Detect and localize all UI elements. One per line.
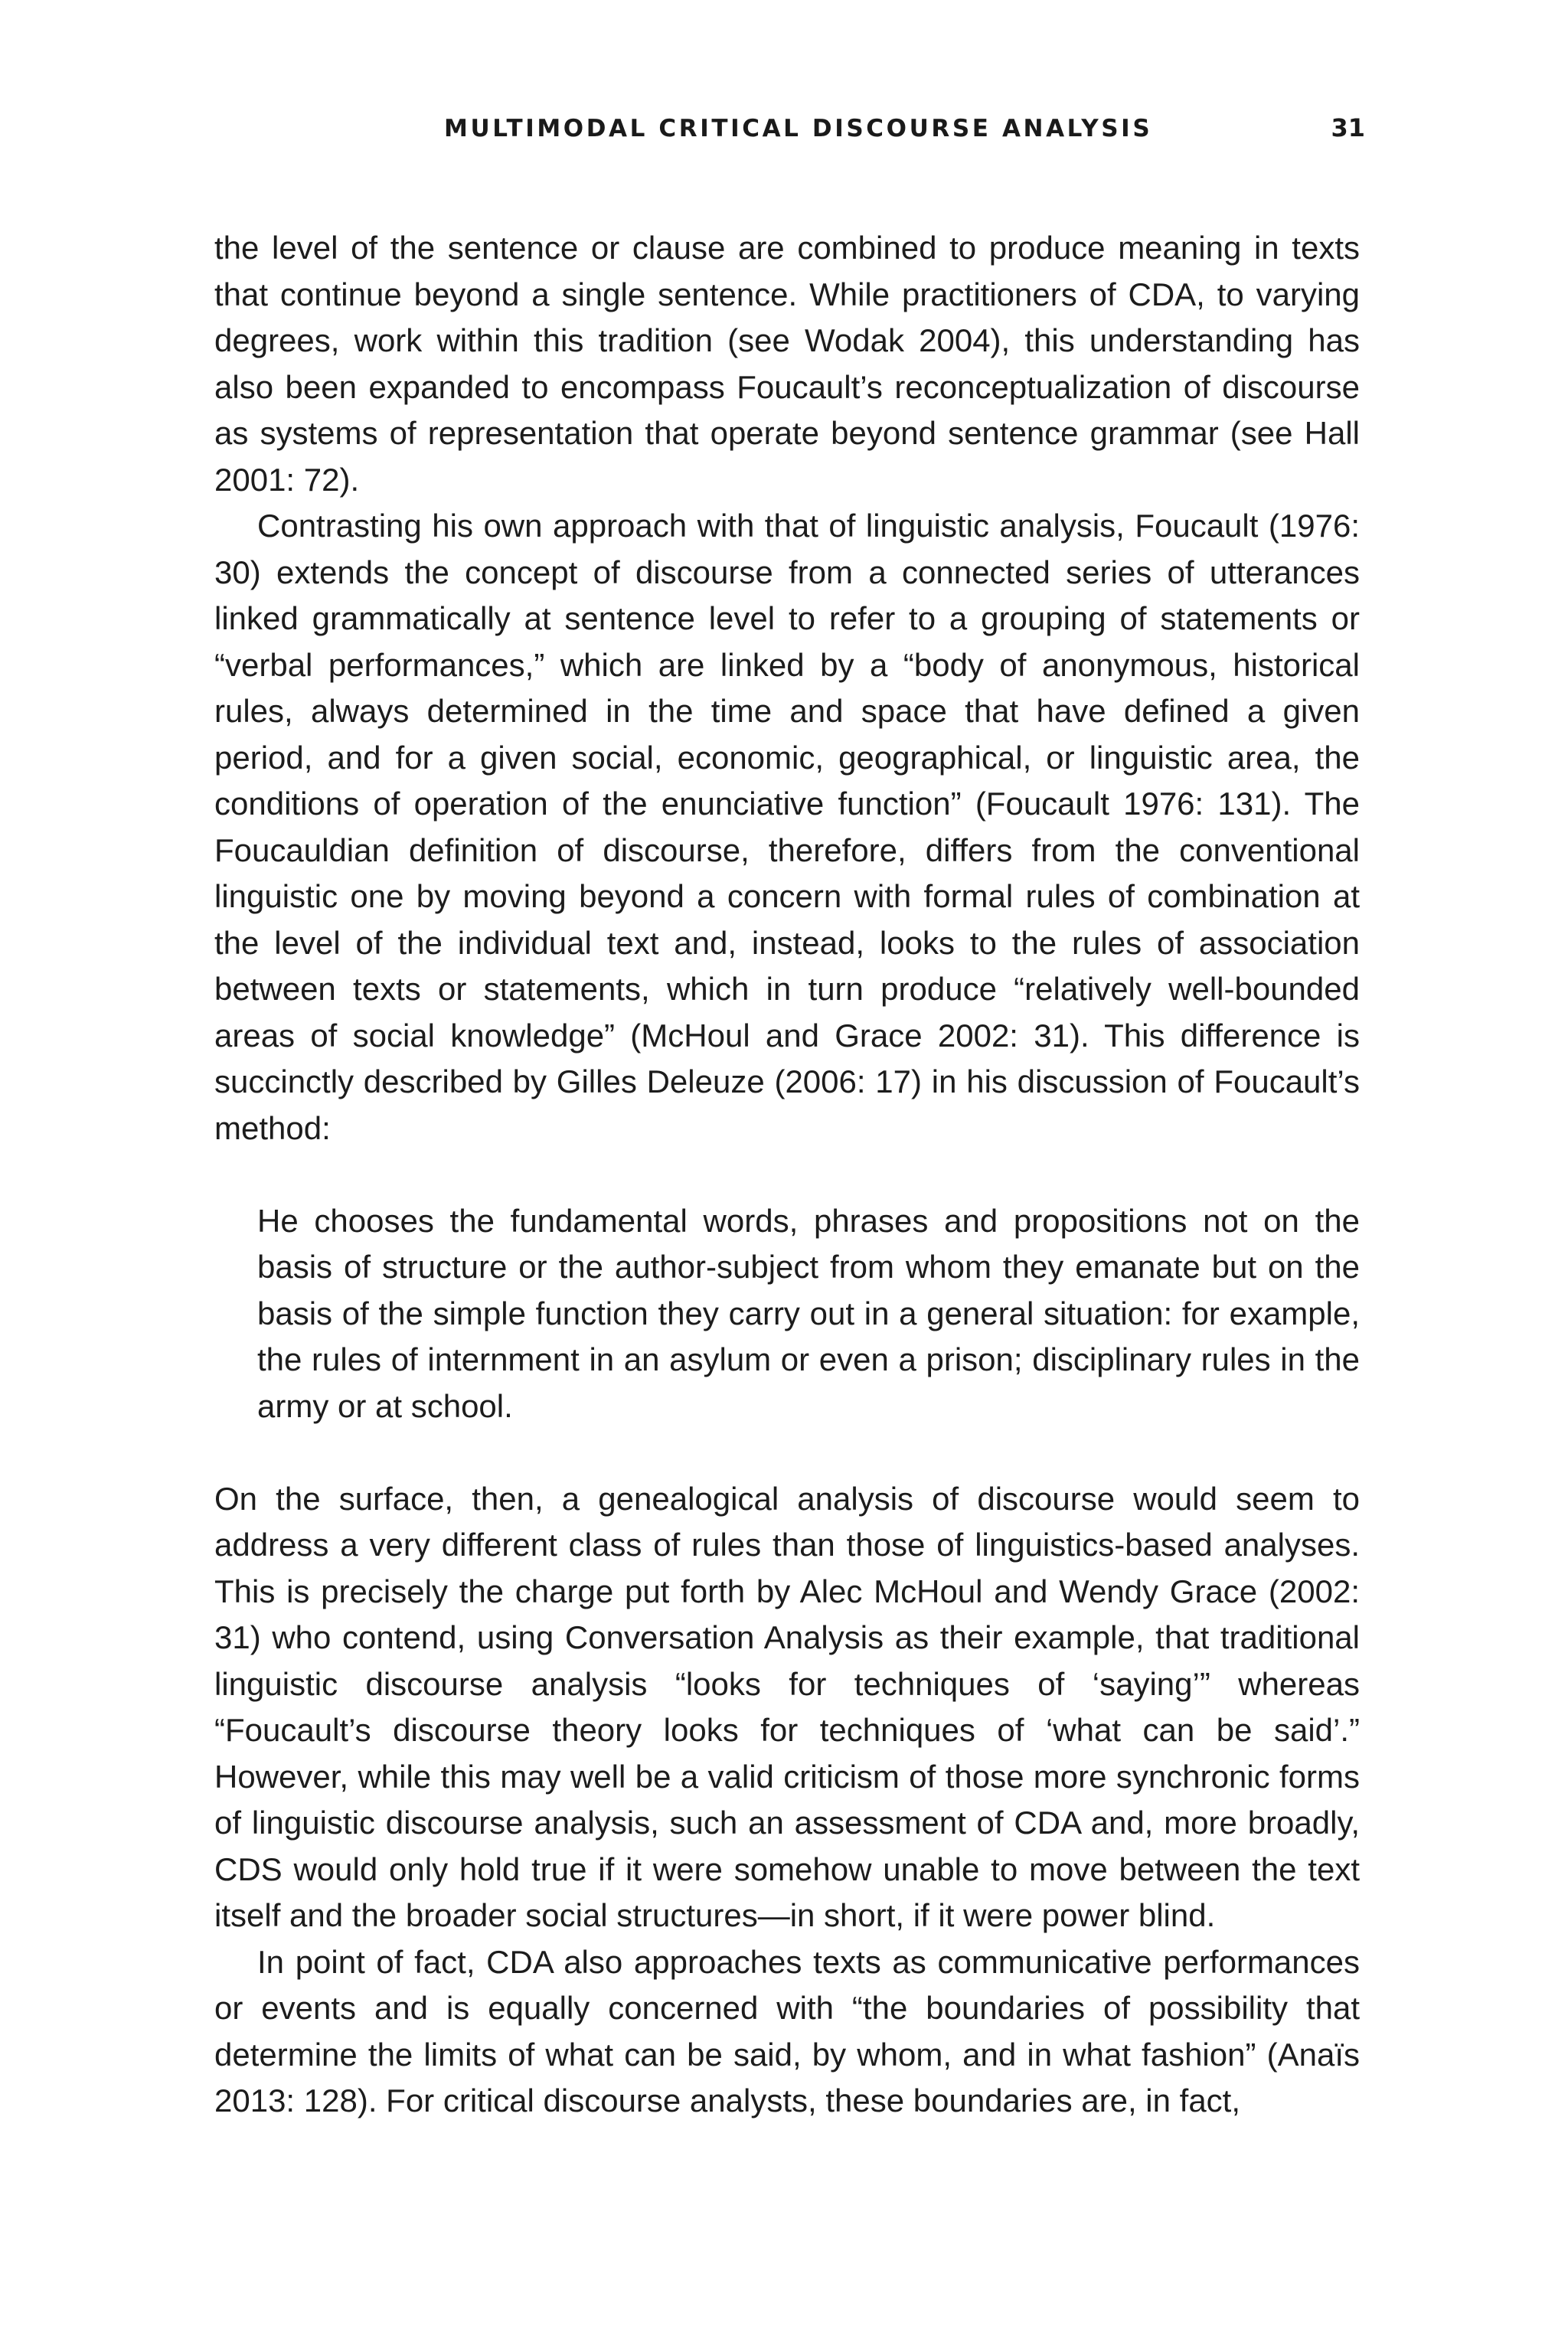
block-quote: He chooses the fundamental words, phrases and propositions not on the basis of structure or the author-subject from whom they emanate but on the basis of the simple function they carry out in a general situation: for example, the rules of internment in an asylum or even a prison; disciplinary rules in the army or at school. <box>257 1202 1360 1424</box>
page-number: 31 <box>1331 113 1365 142</box>
paragraph-1: the level of the sentence or clause are combined to produce meaning in texts that continue beyond a single sentence. While practitioners of CDA, to varying degrees, work within this tradition (see Wodak 2004), this understanding has also been expanded to encompass Foucault’s reconceptualization of discourse as systems of representation that operate beyond sentence grammar (see Hall 2001: 72). <box>214 230 1360 498</box>
body-text <box>214 225 1360 2125</box>
paragraph-3: On the surface, then, a genealogical analysis of discourse would seem to address a very different class of rules than those of linguistics-based analyses. This is precisely the charge put forth by Alec McHoul and Wendy Grace (2002: 31) who contend, using Conversation Analysis as their example, that traditional linguistic discourse analysis “looks for techniques of ‘saying’” whereas “Foucault’s discourse theory looks for techniques of ‘what can be said’.” However, while this may well be a valid criticism of those more synchronic forms of linguistic discourse analysis, such an assessment of CDA and, more broadly, CDS would only hold true if it were somehow unable to move between the text itself and the broader social structures—in short, if it were power blind. <box>214 1480 1360 1933</box>
paragraph-4: In point of fact, CDA also approaches texts as communicative performances or events and is equally concerned with “the boundaries of possibility that determine the limits of what can be said, by whom, and in what fashion” (Anaïs 2013: 128). For critical discourse analysts, these boundaries are, in fact, <box>214 1943 1360 2118</box>
paragraph-2: Contrasting his own approach with that of linguistic analysis, Foucault (1976: 30) extends the concept of discourse from a connected series of utterances linked grammatically at sentence level to refer to a grouping of statements or “verbal performances,” which are linked by a “body of anonymous, historical rules, always determined in the time and space that have defined a given period, and for a given social, economic, geographical, or linguistic area, the conditions of operation of the enunciative function” (Foucault 1976: 131). The Foucauldian definition of discourse, therefore, differs from the conventional linguistic one by moving beyond a concern with formal rules of combination at the level of the individual text and, instead, looks to the rules of association between texts or statements, which in turn produce “relatively well-bounded areas of social knowledge” (McHoul and Grace 2002: 31). This difference is succinctly described by Gilles Deleuze (2006: 17) in his discussion of Foucault’s method: <box>214 508 1360 1146</box>
running-head-title: MULTIMODAL CRITICAL DISCOURSE ANALYSIS <box>444 115 1153 142</box>
